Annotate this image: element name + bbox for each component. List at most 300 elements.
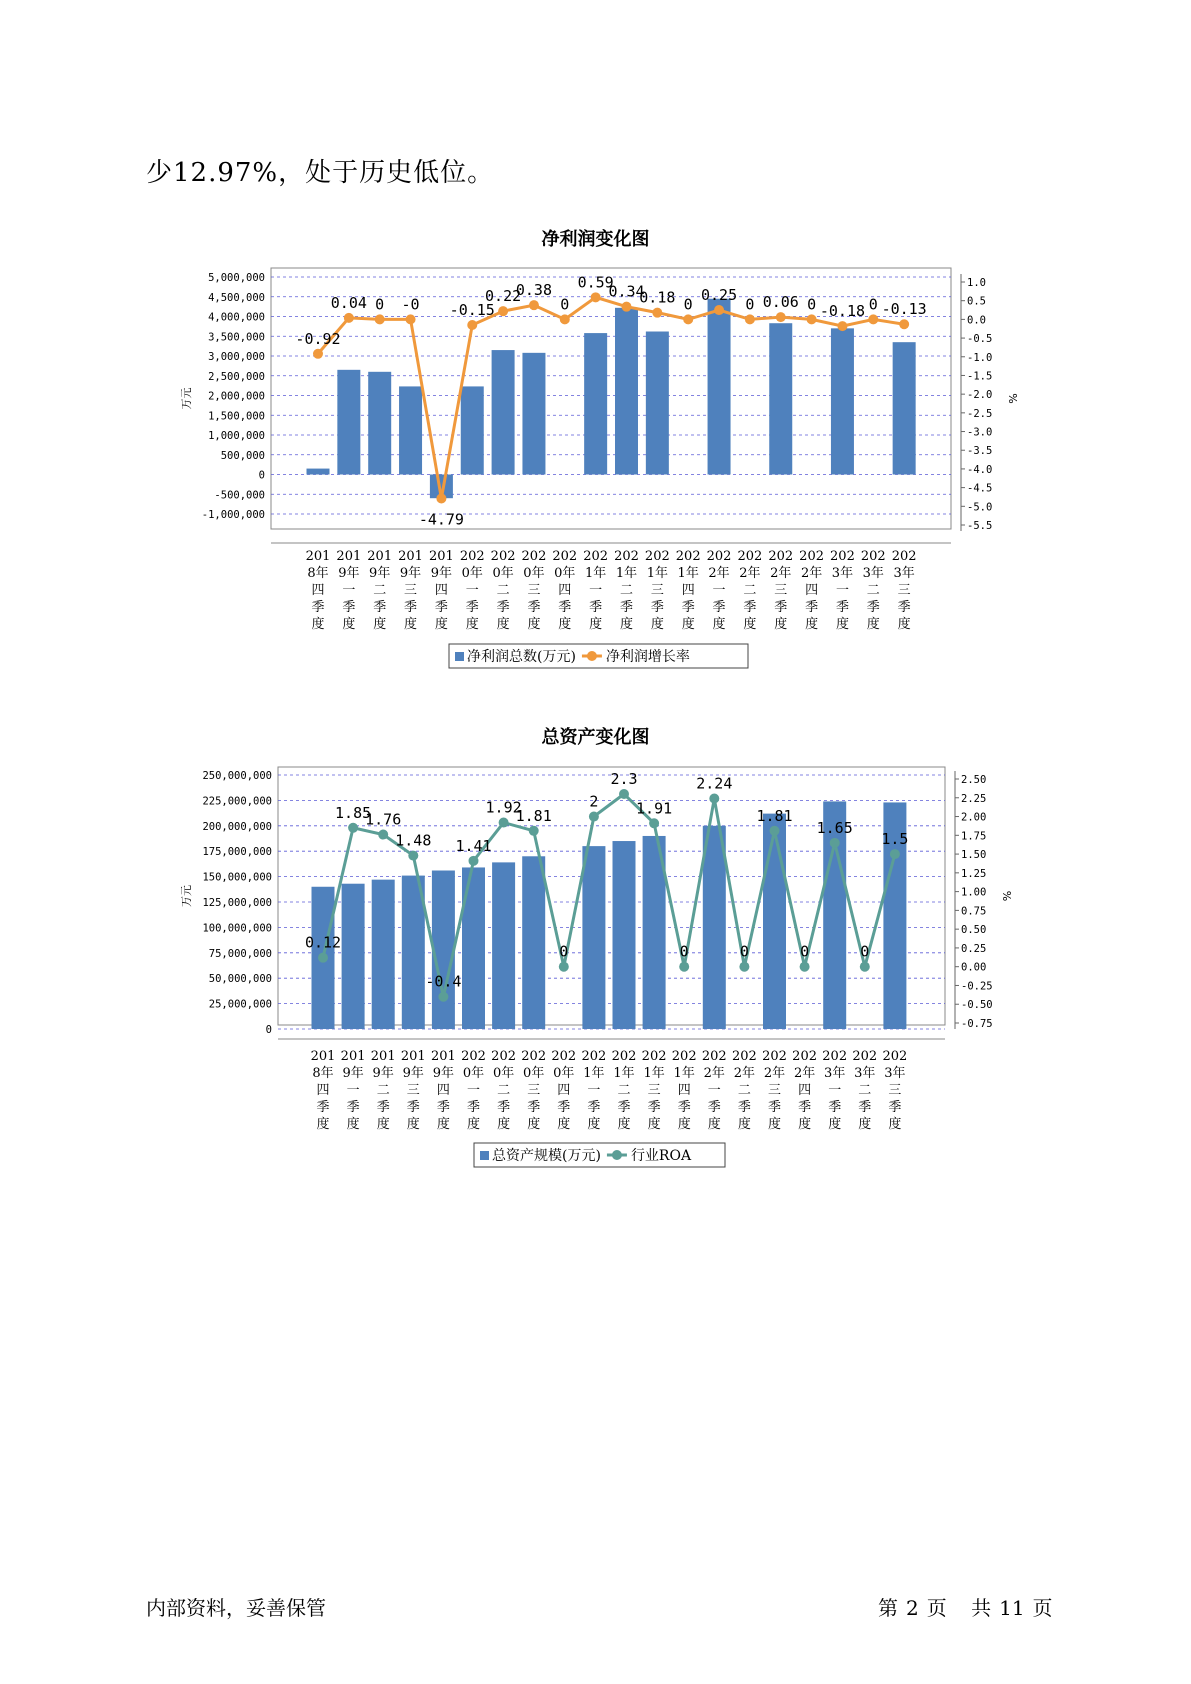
x-tick-label: 度: [866, 617, 880, 632]
x-tick-label: 202: [701, 1049, 727, 1064]
x-tick-label: 季: [527, 1100, 541, 1115]
x-tick-label: 202: [641, 1049, 667, 1064]
x-tick-label: 度: [466, 1117, 481, 1132]
y2-tick-label: 2.25: [961, 792, 987, 805]
data-label: 0: [375, 295, 385, 314]
data-label: 1.76: [365, 810, 402, 829]
x-tick-label: 季: [527, 600, 541, 615]
data-label: 0: [868, 295, 878, 314]
y2-axis-title: %: [1006, 393, 1019, 404]
legend-line-marker: [612, 1150, 622, 1160]
x-tick-label: 度: [650, 617, 664, 632]
line-point: [619, 789, 629, 799]
x-tick-label: 度: [681, 617, 695, 632]
x-tick-label: 202: [521, 1049, 547, 1064]
y-tick-label: 75,000,000: [208, 947, 272, 960]
line-point: [499, 818, 509, 828]
x-tick-label: 度: [619, 617, 634, 632]
y2-tick-label: 0.25: [961, 942, 987, 955]
data-label: 0.38: [515, 281, 553, 300]
x-tick-label: 度: [436, 1117, 450, 1132]
chart-title-total-assets: 总资产变化图: [541, 727, 650, 748]
intro-paragraph: 少12.97%，处于历史低位。: [146, 158, 495, 188]
legend-line-label: 净利润增长率: [605, 649, 690, 665]
y2-tick-label: -2.5: [967, 407, 993, 420]
data-label: 2: [589, 792, 599, 811]
x-tick-label: 202: [490, 549, 516, 564]
line-point: [469, 856, 479, 866]
footer-prefix: 第: [878, 1596, 898, 1620]
y2-tick-label: 0.5: [967, 295, 986, 308]
data-label: 0: [683, 295, 693, 314]
x-tick-label: 三: [888, 1083, 902, 1098]
x-tick-label: 季: [466, 1100, 481, 1115]
x-tick-label: 9年: [430, 566, 453, 581]
x-tick-label: 季: [798, 1100, 812, 1115]
x-tick-label: 202: [521, 549, 547, 564]
x-tick-label: 9年: [399, 566, 422, 581]
x-tick-label: 季: [376, 1100, 390, 1115]
x-tick-label: 1年: [615, 566, 638, 581]
x-tick-label: 2年: [739, 566, 761, 581]
x-tick-label: 202: [552, 549, 578, 564]
y2-tick-label: -4.0: [967, 463, 993, 476]
x-tick-label: 三: [650, 583, 664, 598]
x-tick-label: 三: [527, 583, 541, 598]
x-tick-label: 1年: [646, 566, 668, 581]
x-tick-label: 0年: [554, 566, 576, 581]
y-tick-label: 200,000,000: [202, 820, 272, 833]
y2-tick-label: 0.0: [967, 314, 986, 327]
x-tick-label: 202: [768, 549, 794, 564]
y-tick-label: -500,000: [214, 489, 265, 502]
x-tick-label: 度: [527, 617, 541, 632]
x-tick-label: 度: [828, 1117, 842, 1132]
y2-tick-label: -5.5: [967, 520, 993, 532]
data-label: 1.65: [816, 818, 853, 837]
x-tick-label: 季: [858, 1100, 872, 1115]
x-tick-label: 二: [373, 583, 387, 598]
line-point: [739, 962, 749, 972]
y2-tick-label: 1.75: [961, 830, 987, 843]
x-tick-label: 季: [743, 600, 757, 615]
x-tick-label: 度: [737, 1117, 751, 1132]
x-tick-label: 季: [619, 600, 634, 615]
data-label: 0: [559, 942, 569, 961]
x-tick-label: 度: [888, 1117, 902, 1132]
x-tick-label: 度: [311, 617, 325, 632]
line-point: [679, 962, 689, 972]
x-tick-label: 2年: [763, 1066, 786, 1081]
x-tick-label: 1年: [613, 1066, 635, 1081]
x-tick-label: 201: [370, 1049, 396, 1064]
bar: [703, 826, 726, 1029]
legend-bar-label: 净利润总数(万元): [467, 649, 576, 665]
x-tick-label: 度: [465, 617, 479, 632]
x-tick-label: 季: [558, 600, 572, 615]
x-tick-label: 201: [310, 1049, 336, 1064]
x-tick-label: 202: [822, 1049, 848, 1064]
y2-tick-label: -4.5: [967, 482, 993, 495]
footer-suffix1: 页: [926, 1596, 947, 1620]
y-tick-label: 150,000,000: [202, 871, 272, 884]
x-tick-label: 2年: [708, 566, 730, 581]
x-tick-label: 度: [647, 1117, 661, 1132]
x-tick-label: 三: [767, 1083, 782, 1098]
x-tick-label: 1年: [677, 566, 699, 581]
y-axis-title: 万元: [180, 387, 193, 410]
x-tick-label: 季: [373, 600, 387, 615]
x-tick-label: 季: [404, 600, 418, 615]
x-tick-label: 一: [342, 583, 356, 598]
line-point: [770, 826, 780, 836]
bar: [372, 880, 395, 1029]
x-tick-label: 季: [835, 600, 849, 615]
x-tick-label: 季: [496, 600, 510, 615]
y-axis-title: 万元: [180, 885, 193, 907]
y-tick-label: 100,000,000: [202, 922, 272, 935]
x-tick-label: 9年: [372, 1066, 394, 1081]
data-label: 0: [739, 942, 749, 961]
x-tick-label: 202: [799, 549, 825, 564]
x-tick-label: 2年: [793, 1066, 816, 1081]
x-tick-label: 201: [336, 549, 362, 564]
x-tick-label: 度: [677, 1117, 691, 1132]
x-tick-label: 度: [897, 617, 911, 632]
y-tick-label: 125,000,000: [202, 897, 272, 909]
x-tick-label: 度: [767, 1117, 782, 1132]
x-tick-label: 季: [311, 600, 325, 615]
x-tick-label: 一: [835, 583, 849, 598]
x-tick-label: 0年: [523, 566, 545, 581]
x-tick-label: 0年: [492, 566, 514, 581]
y-tick-label: 3,500,000: [208, 331, 265, 344]
x-tick-label: 季: [465, 600, 479, 615]
x-tick-label: 8年: [307, 566, 329, 581]
x-tick-label: 202: [671, 1049, 697, 1064]
line-point: [438, 992, 448, 1002]
x-tick-label: 度: [404, 617, 418, 632]
x-tick-label: 2年: [800, 566, 823, 581]
x-tick-label: 202: [706, 549, 732, 564]
x-tick-label: 四: [316, 1083, 330, 1098]
x-tick-label: 1年: [585, 566, 607, 581]
x-tick-label: 二: [866, 583, 880, 598]
y-tick-label: 4,000,000: [208, 311, 265, 324]
x-tick-label: 1年: [583, 1066, 605, 1081]
x-tick-label: 季: [647, 1100, 661, 1115]
x-tick-label: 季: [897, 600, 911, 615]
line-point: [378, 830, 388, 840]
y2-tick-label: -2.0: [967, 389, 993, 402]
y-tick-label: 2,000,000: [208, 390, 265, 403]
data-label: 0.59: [577, 273, 614, 292]
x-tick-label: 9年: [432, 1066, 455, 1081]
bar: [432, 871, 455, 1029]
x-tick-label: 二: [376, 1083, 390, 1098]
x-tick-label: 度: [589, 617, 603, 632]
legend-line-label: 行业ROA: [630, 1148, 692, 1164]
x-tick-label: 二: [858, 1083, 872, 1098]
y2-tick-label: 0.75: [961, 905, 987, 918]
x-tick-label: 度: [558, 617, 572, 632]
x-tick-label: 8年: [312, 1066, 334, 1081]
x-tick-label: 四: [558, 583, 572, 598]
footer-page: 2: [906, 1596, 919, 1620]
x-tick-label: 202: [891, 549, 917, 564]
x-tick-label: 度: [587, 1117, 601, 1132]
x-tick-label: 度: [835, 617, 849, 632]
y2-tick-label: -3.0: [967, 426, 993, 439]
x-tick-label: 四: [436, 1083, 450, 1098]
data-label: 2.24: [696, 774, 733, 793]
x-tick-label: 度: [527, 1117, 541, 1132]
bar: [342, 884, 365, 1029]
x-tick-label: 度: [342, 617, 356, 632]
legend-bar-swatch: [480, 1151, 489, 1160]
y2-tick-label: -3.5: [967, 445, 993, 458]
line-point: [800, 962, 810, 972]
data-label: -0.13: [881, 300, 927, 319]
x-tick-label: 季: [587, 1100, 601, 1115]
x-tick-label: 一: [707, 1083, 721, 1098]
y-tick-label: 1,500,000: [208, 410, 265, 423]
x-tick-label: 度: [805, 617, 819, 632]
y2-tick-label: 0.50: [961, 924, 987, 937]
data-label: 1.81: [756, 806, 793, 825]
x-tick-label: 202: [461, 1049, 486, 1064]
x-tick-label: 一: [587, 1083, 601, 1098]
data-label: 1.41: [455, 836, 492, 855]
x-tick-label: 季: [497, 1100, 511, 1115]
x-tick-label: 三: [774, 583, 788, 598]
x-tick-label: 季: [828, 1100, 842, 1115]
x-tick-label: 202: [491, 1049, 517, 1064]
x-tick-label: 2年: [733, 1066, 756, 1081]
x-tick-label: 0年: [461, 566, 483, 581]
x-tick-label: 一: [589, 583, 603, 598]
data-label: 0.18: [639, 288, 676, 307]
data-label: 0.06: [762, 293, 799, 312]
x-tick-label: 四: [805, 583, 819, 598]
x-tick-label: 202: [551, 1049, 577, 1064]
y-tick-label: 2,500,000: [208, 370, 265, 383]
y2-tick-label: 0.00: [961, 961, 987, 974]
x-tick-label: 度: [557, 1117, 571, 1132]
x-tick-label: 一: [346, 1083, 360, 1098]
footer-suffix2: 页: [1032, 1596, 1053, 1620]
data-label: 0: [807, 295, 817, 314]
y-tick-label: -1,000,000: [201, 509, 265, 521]
data-label: 0.22: [485, 287, 522, 306]
x-tick-label: 202: [675, 549, 701, 564]
bar: [492, 862, 515, 1029]
x-tick-label: 3年: [831, 566, 854, 581]
y-tick-label: 1,000,000: [208, 430, 265, 442]
x-tick-label: 201: [428, 549, 454, 564]
x-tick-label: 0年: [462, 1066, 485, 1081]
y-tick-label: 0: [258, 469, 265, 482]
bar: [582, 846, 605, 1029]
data-label: -0: [401, 295, 420, 314]
y2-tick-label: -1.0: [967, 351, 993, 364]
x-tick-label: 度: [798, 1117, 812, 1132]
x-tick-label: 202: [731, 1049, 757, 1064]
data-label: 0: [860, 942, 870, 961]
line-point: [860, 962, 870, 972]
x-tick-label: 201: [400, 1049, 426, 1064]
x-tick-label: 1年: [643, 1066, 665, 1081]
x-tick-label: 202: [644, 549, 670, 564]
x-tick-label: 四: [311, 583, 325, 598]
x-tick-label: 一: [465, 583, 479, 598]
x-tick-label: 三: [406, 1083, 420, 1098]
data-label: -4.79: [418, 510, 464, 529]
footer-total: 11: [999, 1596, 1025, 1620]
x-tick-label: 度: [434, 617, 448, 632]
footer-page-number: [878, 1592, 1061, 1621]
x-tick-label: 三: [404, 583, 418, 598]
legend-bar-label: 总资产规模(万元): [492, 1148, 601, 1164]
y2-axis-title: %: [1000, 890, 1013, 902]
x-tick-label: 9年: [369, 566, 391, 581]
x-tick-label: 季: [737, 1100, 751, 1115]
x-tick-label: 四: [798, 1083, 812, 1098]
data-label: 0.12: [304, 933, 342, 952]
x-tick-label: 季: [589, 600, 603, 615]
data-label: -0.15: [449, 300, 495, 319]
x-tick-label: 9年: [338, 566, 360, 581]
x-tick-label: 季: [767, 1100, 782, 1115]
y2-tick-label: 1.50: [961, 849, 987, 862]
x-tick-label: 二: [619, 583, 634, 598]
y-tick-label: 225,000,000: [202, 795, 272, 808]
x-tick-label: 季: [434, 600, 448, 615]
data-label: 1.81: [515, 806, 552, 825]
data-label: 0.25: [700, 286, 738, 305]
x-tick-label: 3年: [893, 566, 915, 581]
y2-tick-label: 1.25: [961, 867, 987, 880]
x-tick-label: 季: [888, 1100, 902, 1115]
y2-tick-label: 1.00: [961, 886, 987, 899]
x-tick-label: 二: [737, 1083, 751, 1098]
x-tick-label: 2年: [703, 1066, 725, 1081]
x-tick-label: 一: [466, 1083, 481, 1098]
x-tick-label: 201: [430, 1049, 456, 1064]
y2-tick-label: -0.50: [961, 999, 993, 1012]
x-tick-label: 度: [406, 1117, 420, 1132]
x-tick-label: 三: [897, 583, 911, 598]
x-tick-label: 季: [342, 600, 356, 615]
x-tick-label: 202: [852, 1049, 878, 1064]
x-tick-label: 1年: [673, 1066, 695, 1081]
y-tick-label: 4,500,000: [208, 291, 265, 304]
x-tick-label: 度: [774, 617, 788, 632]
x-tick-label: 202: [830, 549, 855, 564]
data-label: 1.5: [881, 830, 909, 849]
x-tick-label: 季: [557, 1100, 571, 1115]
x-tick-label: 二: [617, 1083, 631, 1098]
x-tick-label: 度: [497, 1117, 511, 1132]
x-tick-label: 201: [340, 1049, 366, 1064]
x-tick-label: 202: [583, 549, 609, 564]
line-point: [890, 849, 900, 859]
x-tick-label: 202: [459, 549, 485, 564]
line-point: [830, 838, 840, 848]
y-tick-label: 250,000,000: [202, 770, 272, 782]
data-label: 0: [560, 295, 570, 314]
bar: [613, 841, 636, 1029]
x-tick-label: 三: [527, 1083, 541, 1098]
y2-tick-label: -0.25: [961, 980, 993, 993]
x-tick-label: 三: [647, 1083, 661, 1098]
x-tick-label: 度: [707, 1117, 721, 1132]
x-tick-label: 度: [373, 617, 387, 632]
data-label: 1.91: [636, 799, 673, 818]
x-tick-label: 度: [316, 1117, 330, 1132]
data-label: 1.85: [335, 803, 372, 822]
x-tick-label: 季: [866, 600, 880, 615]
x-tick-label: 度: [346, 1117, 360, 1132]
x-tick-label: 二: [497, 1083, 511, 1098]
x-tick-label: 202: [611, 1049, 637, 1064]
line-point: [559, 962, 569, 972]
bar: [763, 814, 786, 1029]
x-tick-label: 二: [496, 583, 510, 598]
x-tick-label: 四: [677, 1083, 691, 1098]
x-tick-label: 四: [681, 583, 695, 598]
y2-tick-label: -0.5: [967, 333, 993, 346]
x-tick-label: 3年: [862, 566, 884, 581]
data-label: 1.92: [485, 798, 522, 817]
x-tick-label: 0年: [492, 1066, 515, 1081]
x-tick-label: 一: [828, 1083, 842, 1098]
x-tick-label: 0年: [553, 1066, 575, 1081]
x-tick-label: 度: [858, 1117, 872, 1132]
x-tick-label: 二: [743, 583, 757, 598]
line-point: [589, 812, 599, 822]
x-tick-label: 季: [712, 600, 726, 615]
y-tick-label: 50,000,000: [208, 973, 272, 986]
x-tick-label: 季: [707, 1100, 721, 1115]
line-point: [529, 826, 539, 836]
x-tick-label: 季: [774, 600, 788, 615]
x-tick-label: 度: [496, 617, 510, 632]
y2-tick-label: 2.00: [961, 811, 987, 824]
x-tick-label: 202: [860, 549, 886, 564]
x-tick-label: 3年: [824, 1066, 846, 1081]
x-tick-label: 202: [581, 1049, 607, 1064]
line-point: [318, 953, 328, 963]
data-label: 0.04: [330, 293, 367, 312]
x-tick-label: 度: [617, 1117, 631, 1132]
x-tick-label: 度: [376, 1117, 390, 1132]
x-tick-label: 9年: [402, 1066, 424, 1081]
x-tick-label: 202: [882, 1049, 908, 1064]
data-label: -0.18: [819, 302, 866, 321]
footer-confidential-note: 内部资料，妥善保管: [146, 1596, 326, 1620]
x-tick-label: 度: [743, 617, 757, 632]
x-tick-label: 201: [367, 549, 393, 564]
x-tick-label: 202: [737, 549, 763, 564]
y-tick-label: 5,000,000: [208, 272, 265, 284]
line-point: [408, 851, 418, 861]
chart-title-net-profit: 净利润变化图: [541, 229, 650, 250]
data-label: 0: [800, 942, 810, 961]
data-label: 1.48: [395, 831, 432, 850]
data-label: 0.34: [608, 282, 645, 301]
x-tick-label: 度: [712, 617, 726, 632]
